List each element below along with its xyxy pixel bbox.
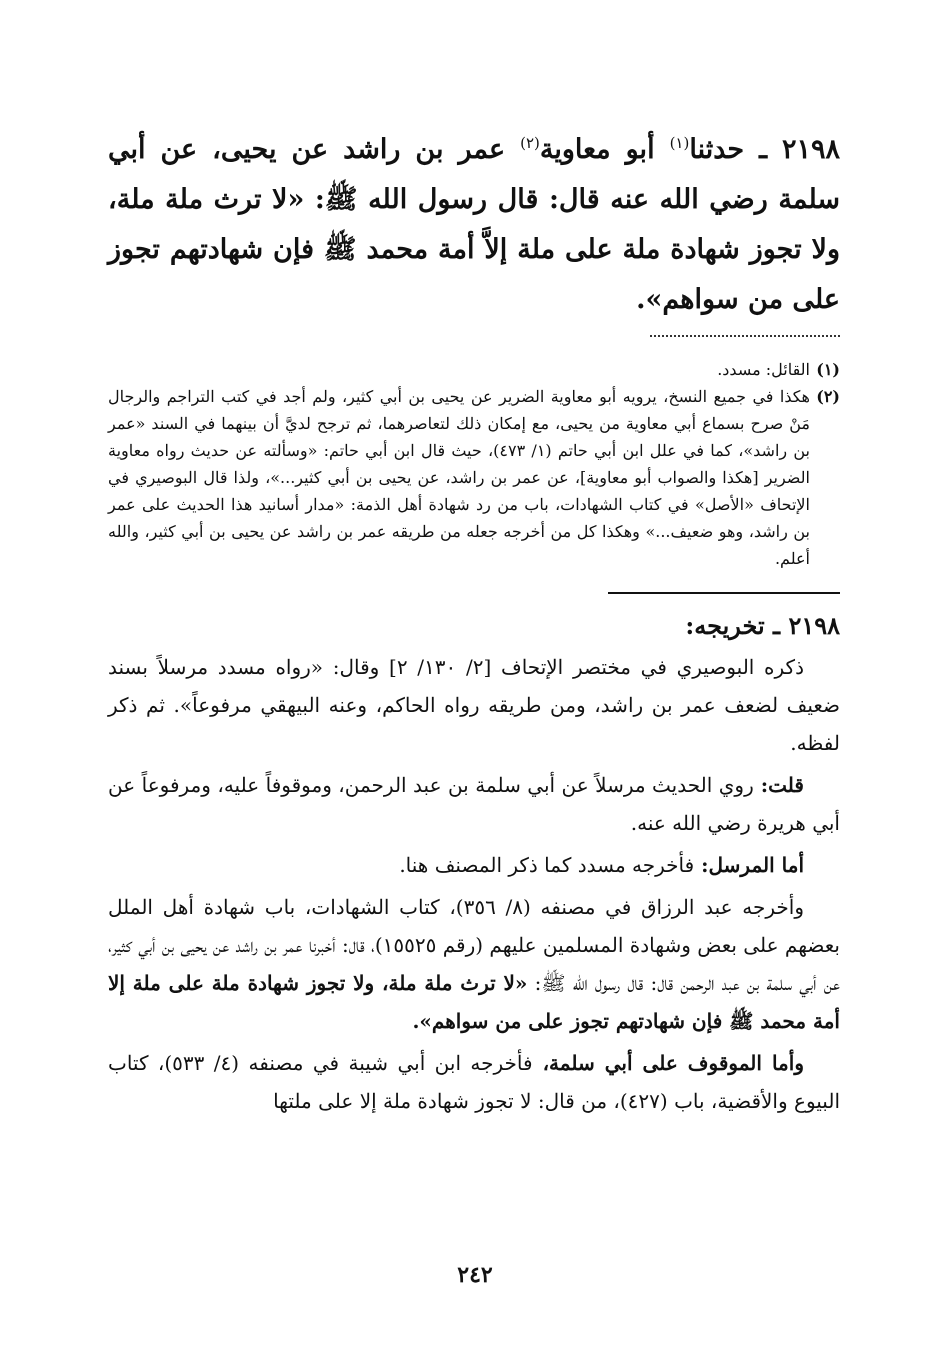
footnote-text: هكذا في جميع النسخ، يرويه أبو معاوية الضرير عن يحيى بن أبي كثير، ولم أجد في كتب التراجم والرجال مَنْ صرح بسماع أبي معاوية من يحيى، مع إمكان ذلك لتعاصرهما، ثم ترجح لديَّ أن بينهما في السند «عمر بن راشد»، كما في علل ابن أبي حاتم (١/ ٤٧٣)، حيث قال ابن أبي حاتم: «وسألته عن حديث رواه معاوية الضرير [هكذا والصواب أبو معاوية]، عن عمر بن راشد، عن يحيى بن أبي كثير...»، ولذا قال البوصيري في الإتحاف «الأصل» في كتاب الشهادات، باب من رد شهادة أهل الذمة: «مدار أسانيد هذا الحديث على عمر بن راشد، وهو ضعيف...» وهكذا كل من أخرجه جعله من طريقه عمر بن راشد عن يحيى بن أبي كثير، والله أعلم.	[108, 387, 811, 568]
page-number: ٢٤٢	[457, 1262, 493, 1288]
paragraph-lead: قلت:	[753, 773, 804, 797]
footnote-marker-2[interactable]: (٢)	[520, 134, 540, 152]
paragraph-text: فأخرجه ابن أبي شيبة في مصنفه (٤/ ٥٣٣)، كتاب البيوع والأقضية، باب (٤٢٧)، من قال: لا تجوز شهادة ملة إلا على ملتها	[108, 1051, 840, 1113]
paragraph-text: ذكره البوصيري في مختصر الإتحاف [٢/ ١٣٠/ ٢] وقال: «رواه مسدد مرسلاً بسند ضعيف لضعف عمر بن راشد، ومن طريقه رواه الحاكم، وعنه البيهقي مرفوعاً». ثم ذكر لفظه.	[108, 655, 840, 755]
paragraph-lead: أما المرسل:	[694, 853, 804, 877]
hadith-body: عمر بن راشد عن يحيى، عن أبي سلمة رضي الله عنه قال: قال رسول الله ﷺ: «لا ترث ملة ملة، ولا تجوز شهادة ملة على ملة إلاَّ أمة محمد ﷺ فإن شهادتهم تجوز على من سواهم».	[108, 134, 840, 315]
footnote-marker-1[interactable]: (١)	[669, 134, 690, 152]
takhrij-heading: ٢١٩٨ ـ تخريجه:	[685, 611, 840, 640]
hadith-narrator: أبو معاوية	[539, 134, 670, 165]
section-rule	[608, 592, 840, 594]
paragraph	[108, 766, 840, 842]
page-body	[108, 118, 840, 1124]
paragraph	[108, 888, 840, 1040]
footnotes	[108, 356, 840, 572]
paragraph	[108, 648, 840, 762]
footnote-text: القائل: مسدد.	[717, 360, 810, 379]
hadith-number-intro: ٢١٩٨ ـ حدثنا	[689, 134, 840, 165]
paragraph-text: وأخرجه عبد الرزاق في مصنفه (٨/ ٣٥٦)، كتاب الشهادات، باب شهادة أهل الملل بعضهم على بعض وشهادة المسلمين عليهم (رقم ١٥٥٢٥)، قال: أخبرنا عمر بن راشد عن يحيى بن أبي كثير، عن أبي سلمة بن عبد الرحمن قال: قال رسول الله ﷺ:	[108, 895, 840, 995]
paragraph-text: فأخرجه مسدد كما ذكر المصنف هنا.	[399, 853, 695, 877]
paragraph	[108, 1044, 840, 1120]
hadith-quote: «لا ترث ملة ملة، ولا تجوز شهادة ملة على ملة إلا أمة محمد ﷺ فإن شهادتهم تجوز على من سواهم».	[108, 971, 840, 1033]
footnote	[108, 383, 840, 572]
footnote	[108, 356, 840, 383]
paragraph-lead: وأما الموقوف على أبي سلمة،	[532, 1051, 804, 1075]
footnote-separator	[650, 335, 840, 338]
footnote-number: (١)	[816, 360, 840, 379]
paragraph-text: روي الحديث مرسلاً عن أبي سلمة بن عبد الرحمن، وموقوفاً عليه، ومرفوعاً عن أبي هريرة رضي الله عنه.	[108, 773, 840, 835]
hadith-text	[108, 118, 840, 325]
paragraph	[108, 846, 840, 884]
footnote-number: (٢)	[816, 387, 840, 406]
